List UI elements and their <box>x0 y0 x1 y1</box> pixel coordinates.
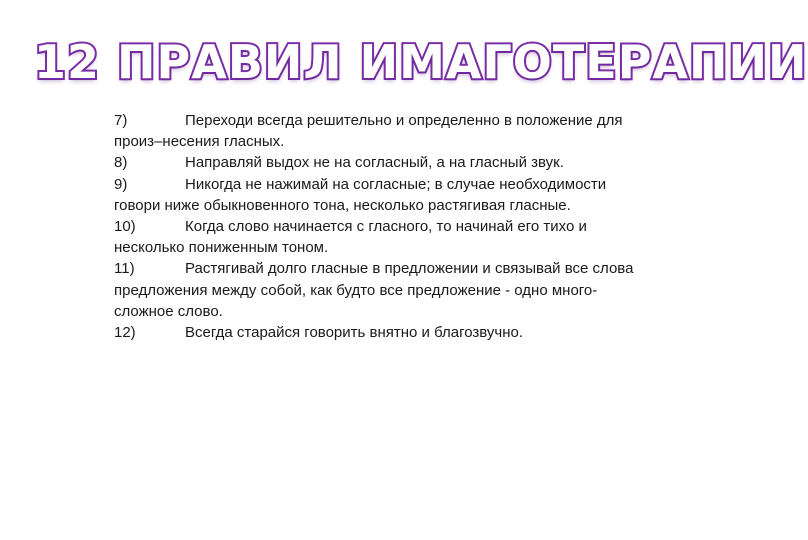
rule-text: Никогда не нажимай на согласные; в случае необходимости говори ниже обыкновенного тона, несколько растягивая гласные. <box>114 175 607 214</box>
rule-number: 7) <box>114 112 128 129</box>
rule-text: Переходи всегда решительно и определенно в положение для произ–несения гласных. <box>114 112 623 151</box>
rule-text: Всегда старайся говорить внятно и благозвучно. <box>185 324 524 342</box>
slide-title: 12 ПРАВИЛ ИМАГОТЕРАПИИ <box>34 35 808 89</box>
rule-number: 9) <box>114 175 128 193</box>
rule-item-8 <box>114 152 644 173</box>
rule-item-12 <box>114 322 644 343</box>
rule-item-9 <box>114 174 644 216</box>
rule-number: 12) <box>114 324 136 342</box>
rule-number: 10) <box>114 218 136 236</box>
rule-number: 11) <box>114 260 135 278</box>
rule-text: Когда слово начинается с гласного, то начинай его тихо и несколько пониженным тоном. <box>114 218 587 257</box>
rule-item-7 <box>114 110 644 152</box>
rule-number: 8) <box>114 154 128 172</box>
rule-text: Направляй выдох не на согласный, а на гласный звук. <box>185 154 564 172</box>
rules-list <box>114 110 644 343</box>
rule-item-10 <box>114 216 644 258</box>
rule-item-11 <box>114 258 644 322</box>
rule-text: Растягивай долго гласные в предложении и связывай все слова предложения между собой, как будто все предложение - одно много-сложное слово. <box>114 260 634 320</box>
